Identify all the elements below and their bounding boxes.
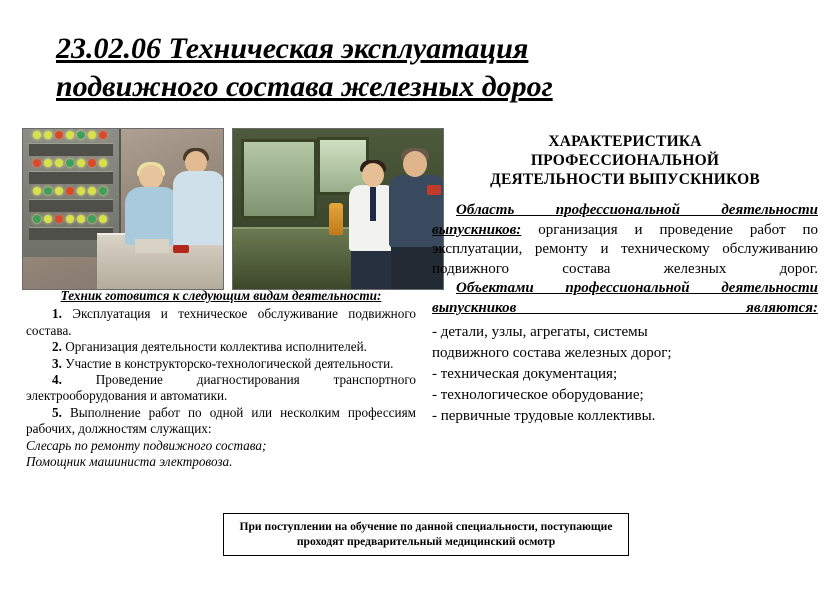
- field-of-activity-paragraph: [432, 201, 818, 279]
- measuring-device: [135, 239, 169, 253]
- activity-item-4: [26, 372, 416, 405]
- activities-intro: Техник готовится к следующим видам деятельности:: [60, 288, 382, 303]
- characteristic-heading: [432, 132, 818, 189]
- activity-item-3-number: 3.: [52, 355, 62, 371]
- page-title: [56, 30, 786, 106]
- photo-control-panel: [22, 128, 224, 290]
- activity-item-5-number: 5.: [52, 404, 62, 420]
- activity-item-3-text: Участие в конструкторско-технологической деятельности.: [65, 355, 394, 371]
- field-of-activity-lead: Область профессиональной деятельности выпускников:: [432, 202, 818, 238]
- admission-note-line-2: проходят предварительный медицинский осмотр: [296, 535, 556, 548]
- field-of-activity-text: организация и проведение работ по эксплуатации, ремонту и техническому обслуживанию подвижного состава железных дорог.: [432, 221, 818, 277]
- activity-item-5-text: Выполнение работ по одной или несколким профессиям рабочих, должностям служащих:: [26, 404, 416, 437]
- objects-list-line-4: - технологическое оборудование;: [432, 386, 644, 403]
- bottle: [329, 203, 343, 235]
- characteristic-heading-line-1: ХАРАКТЕРИСТИКА: [548, 133, 702, 150]
- activity-item-3: [26, 356, 416, 372]
- cab-window-left: [241, 139, 317, 219]
- objects-list-line-1: - детали, узлы, агрегаты, системы: [432, 323, 648, 340]
- characteristic-body: [432, 201, 818, 427]
- photo-locomotive-cab: [232, 128, 444, 290]
- page-title-line-2: подвижного состава железных дорог: [56, 70, 553, 103]
- objects-of-activity-paragraph: [432, 279, 818, 318]
- student-second: [173, 151, 224, 243]
- activity-item-1: [26, 306, 416, 339]
- objects-list-line-2: подвижного состава железных дорог;: [432, 344, 672, 361]
- activity-item-4-text: Проведение диагностирования транспортного электрооборудования и автоматики.: [26, 372, 417, 404]
- red-marker: [173, 245, 189, 253]
- objects-list-line-3: - техническая документация;: [432, 365, 618, 382]
- characteristic-heading-line-3: ДЕЯТЕЛЬНОСТИ ВЫПУСКНИКОВ: [490, 171, 760, 188]
- activity-item-2-number: 2.: [52, 339, 62, 355]
- admission-note-line-1: При поступлении на обучение по данной специальности, поступающие: [239, 520, 613, 533]
- activity-item-2-text: Организация деятельности коллектива исполнителей.: [65, 339, 367, 355]
- characteristic-section: [432, 132, 818, 427]
- characteristic-heading-line-2: ПРОФЕССИОНАЛЬНОЙ: [530, 152, 720, 169]
- objects-list-line-5: - первичные трудовые коллективы.: [432, 407, 656, 424]
- admission-note: [223, 513, 629, 556]
- activity-item-4-number: 4.: [52, 372, 62, 388]
- activity-item-5: [26, 405, 416, 438]
- objects-list: [432, 322, 818, 427]
- activities-list: [26, 288, 416, 470]
- page-title-line-1: 23.02.06 Техническая эксплуатация: [56, 32, 529, 65]
- activity-item-2: [26, 339, 416, 355]
- objects-of-activity-lead: Объектами профессиональной деятельности выпускников являются:: [432, 280, 818, 316]
- profession-2: Помощник машиниста электровоза.: [26, 454, 233, 470]
- activity-item-1-number: 1.: [52, 306, 62, 322]
- profession-1: Слесарь по ремонту подвижного состава;: [26, 437, 267, 453]
- activity-item-1-text: Эксплуатация и техническое обслуживание подвижного состава.: [26, 306, 417, 338]
